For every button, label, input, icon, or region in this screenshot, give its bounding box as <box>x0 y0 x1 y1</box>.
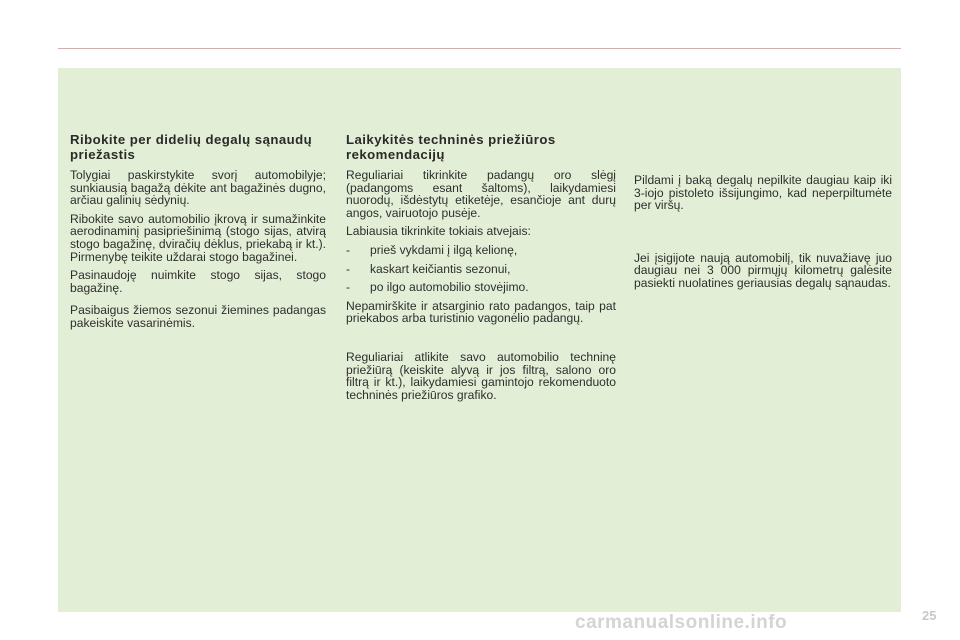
paragraph: Pasibaigus žiemos sezonui žiemines padangas pakeiskite vasarinėmis. <box>70 303 326 330</box>
paragraph: Jei įsigijote naują automobilį, tik nuvažiavę juo daugiau nei 3 000 pirmųjų kilometrų galėsite pasiekti nuolatines geriausias degalų sąnaudas. <box>634 250 892 290</box>
watermark: carmanualsonline.info <box>575 612 788 633</box>
column-maintenance <box>346 132 616 407</box>
list-dash: - <box>346 280 351 295</box>
column-fuel-consumption <box>70 132 326 336</box>
list-item-text: prieš vykdami į ilgą kelionę, <box>370 242 518 257</box>
paragraph: Pasinaudoję nuimkite stogo sijas, stogo bagažinę. <box>70 268 326 295</box>
list-item-text: po ilgo automobilio stovėjimo. <box>370 280 529 295</box>
list-item <box>346 281 616 294</box>
page-number: 25 <box>922 608 937 623</box>
paragraph: Ribokite savo automobilio įkrovą ir sumažinkite aerodinaminį pasipriešinimą (stogo sijas, atvirą stogo bagažinę, dviračių dėklus, priekabą ir kt.). Pirmenybę teikite uždarai stogo bagažinei. <box>70 211 326 264</box>
list-item-text: kaskart keičiantis sezonui, <box>370 261 511 276</box>
paragraph: Tolygiai paskirstykite svorį automobilyje; sunkiausią bagažą dėkite ant bagažinės dugno, arčiau galinių sėdynių. <box>70 168 326 208</box>
paragraph: Labiausia tikrinkite tokiais atvejais: <box>346 224 531 239</box>
list-dash: - <box>346 242 351 257</box>
top-rule <box>58 48 901 49</box>
section-heading: Laikykitės techninės priežiūros rekomendacijų <box>346 132 556 162</box>
paragraph: Nepamirškite ir atsarginio rato padangos, taip pat priekabos arba turistinio vagonėlio padangų. <box>346 298 616 326</box>
checklist <box>346 244 616 294</box>
section-heading: Ribokite per didelių degalų sąnaudų priežastis <box>70 132 313 162</box>
column-refuelling <box>634 174 892 296</box>
list-item <box>346 244 616 257</box>
paragraph: Reguliariai atlikite savo automobilio techninę priežiūrą (keiskite alyvą ir jos filtrą, salono oro filtrą ir kt.), laikydamiesi gamintojo rekomenduoto techninės priežiūros grafiko. <box>346 349 616 402</box>
paragraph: Pildami į baką degalų nepilkite daugiau kaip iki 3-iojo pistoleto išsijungimo, kad neperpiltumėte per viršų. <box>634 173 892 213</box>
paragraph: Reguliariai tikrinkite padangų oro slėgį (padangoms esant šaltoms), laikydamiesi nuorodų, išdėstytų etiketėje, esančioje ant durų angos, vairuotojo pusėje. <box>346 168 616 220</box>
list-item <box>346 263 616 276</box>
list-dash: - <box>346 261 351 276</box>
